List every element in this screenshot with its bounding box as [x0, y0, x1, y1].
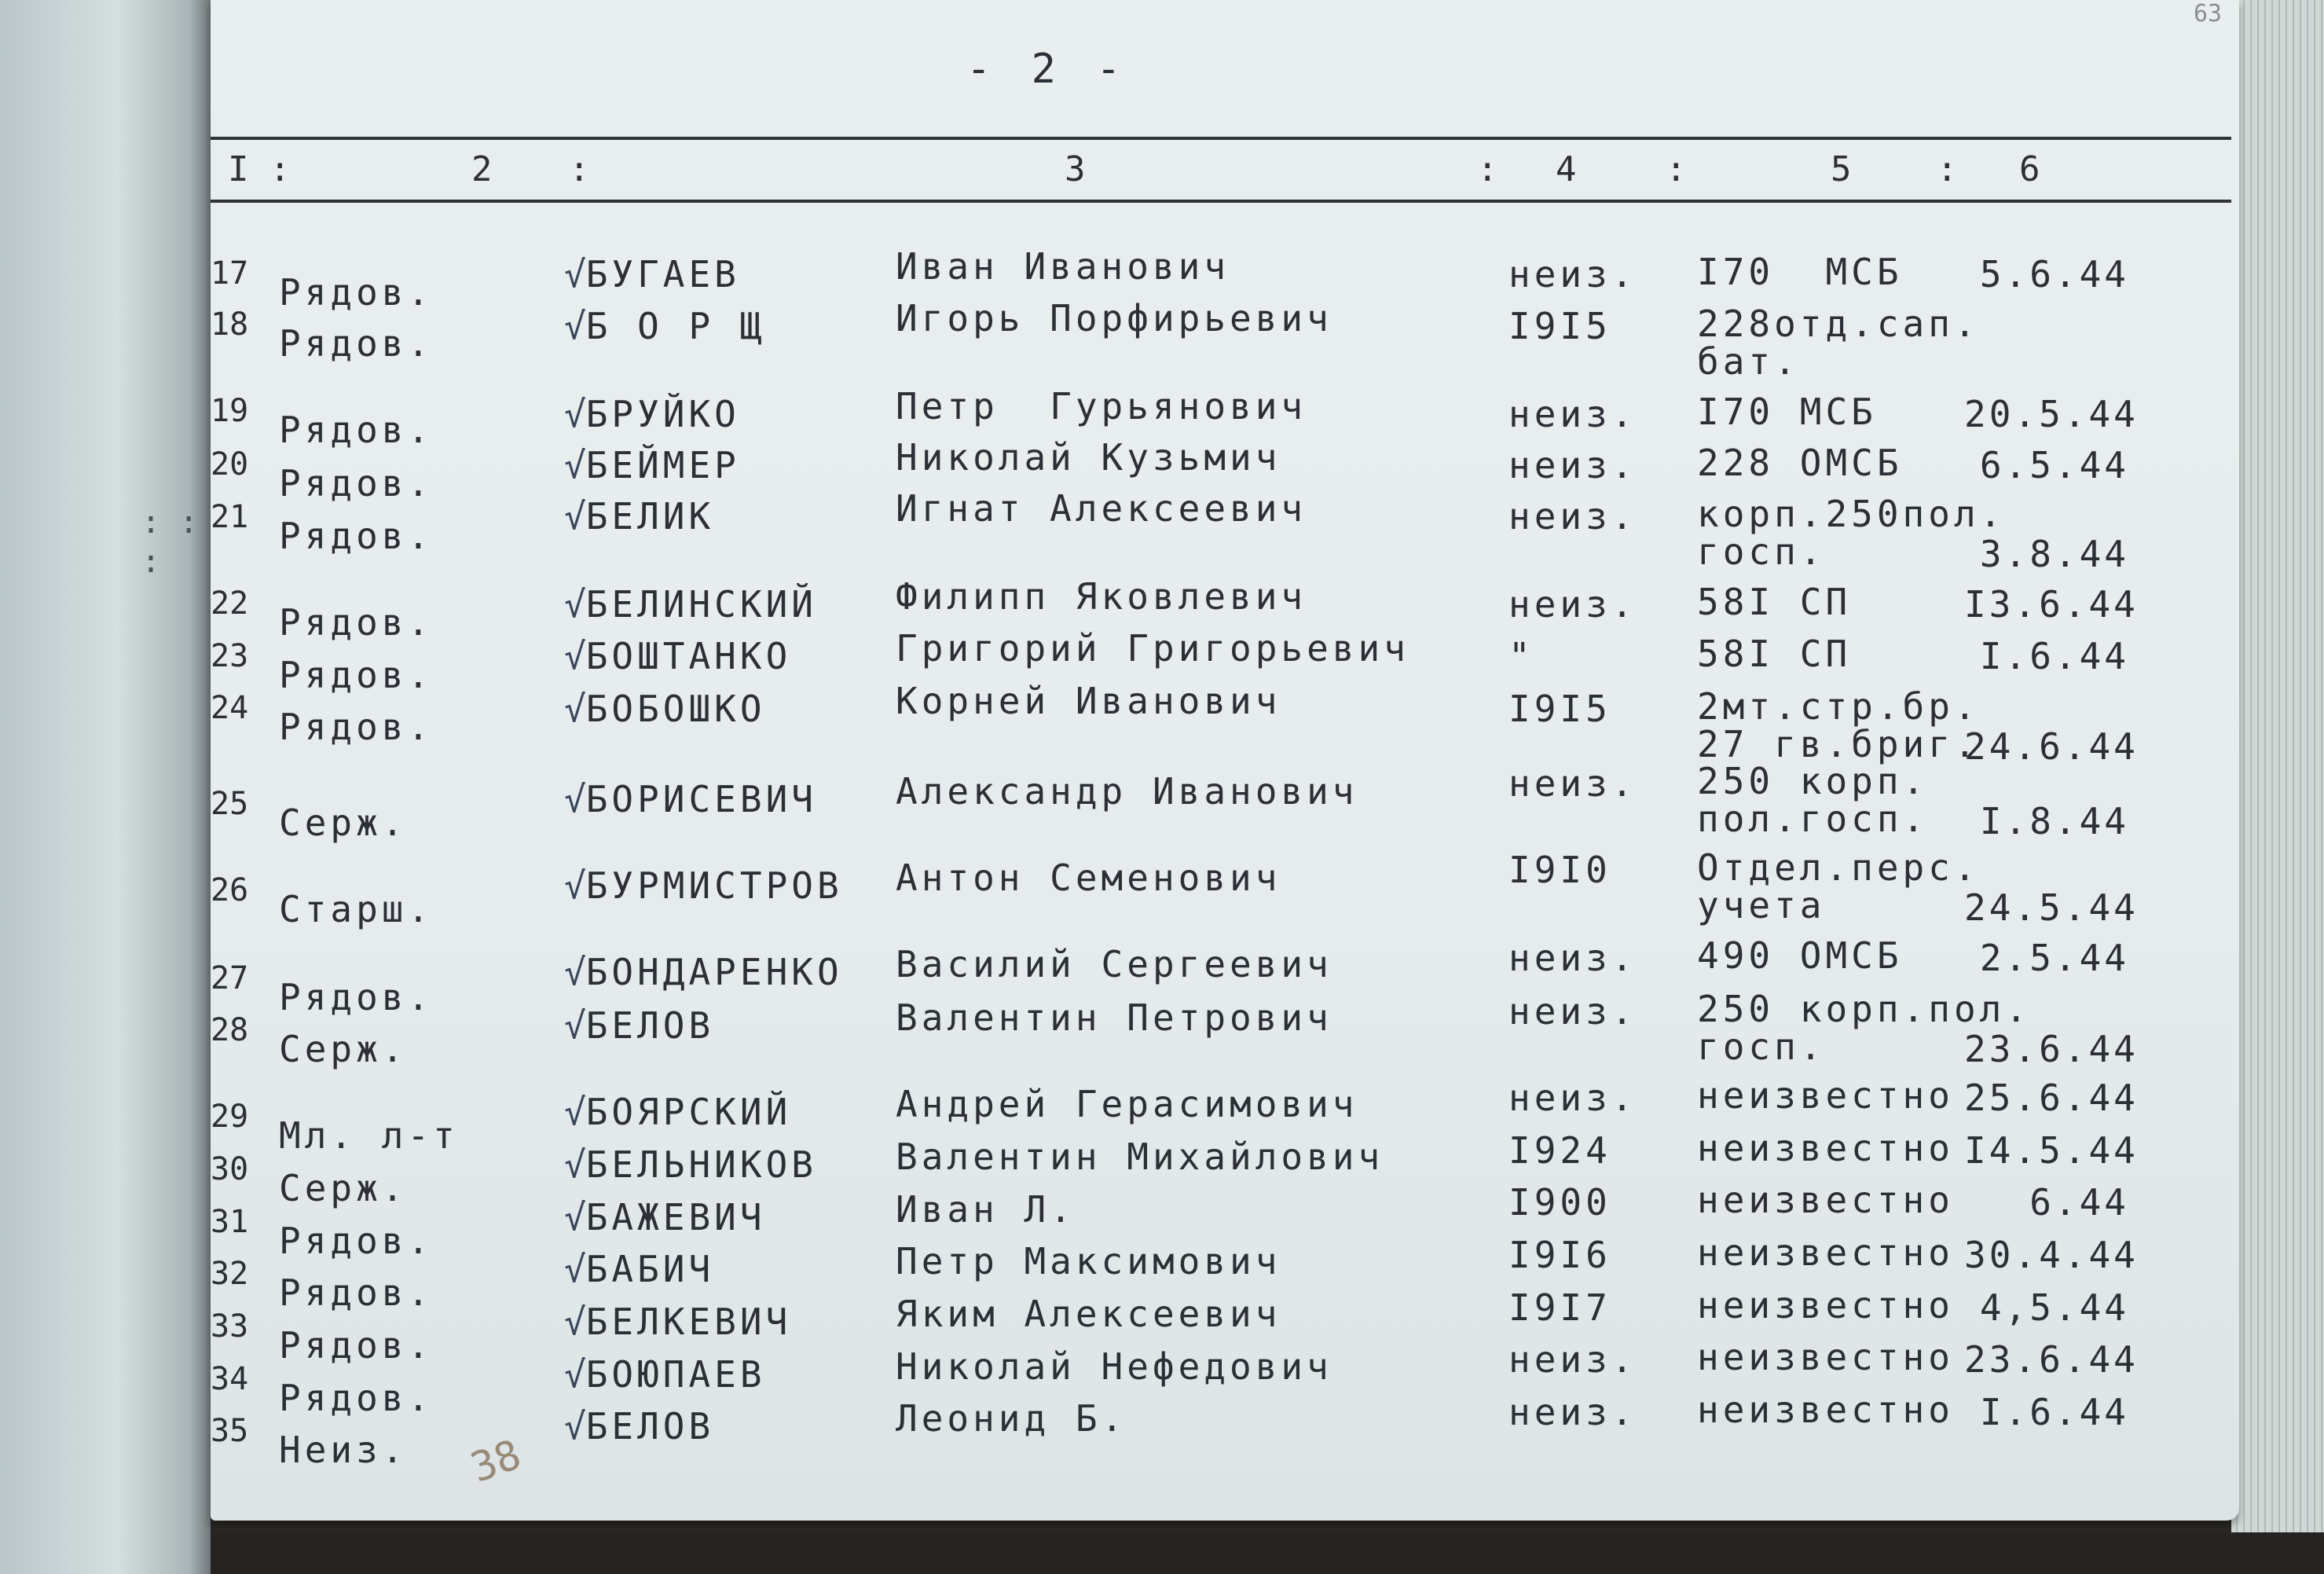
row-number: 25	[211, 786, 249, 822]
date-cell: 23.6.44	[1964, 1028, 2139, 1070]
checkmark-icon: √	[564, 444, 586, 486]
row-number: 20	[211, 446, 249, 482]
unit-cell: неизвестно	[1697, 1179, 1954, 1221]
header-rule-bottom	[211, 200, 2231, 203]
column-header-3: 3	[1065, 149, 1086, 189]
column-header-1: I :	[228, 149, 291, 189]
book-cover-edge	[211, 1532, 2324, 1574]
birth-year-cell: I924	[1508, 1129, 1611, 1172]
birth-year-cell: I9I5	[1508, 305, 1611, 347]
rank-cell: Рядов.	[279, 654, 434, 696]
birth-year-cell: I900	[1508, 1181, 1611, 1224]
birth-year-cell: неиз.	[1508, 762, 1637, 805]
surname-cell	[564, 951, 843, 993]
full-name-cell: Николай Кузьмич	[896, 436, 1281, 479]
birth-year-cell: I9I6	[1508, 1234, 1611, 1276]
unit-cell: неизвестно	[1697, 1336, 1954, 1378]
checkmark-icon: √	[564, 1091, 586, 1133]
date-cell: 24.5.44	[1964, 886, 2139, 929]
surname-cell	[564, 1004, 714, 1047]
checkmark-icon: √	[564, 1143, 586, 1186]
date-cell: I3.6.44	[1964, 583, 2139, 626]
checkmark-icon: √	[564, 688, 586, 730]
birth-year-cell: неиз.	[1508, 444, 1637, 486]
row-number: 33	[211, 1308, 249, 1345]
rank-cell: Старш.	[279, 888, 434, 930]
rank-cell: Мл. л-т	[279, 1114, 459, 1157]
surname-text: БОРИСЕВИЧ	[585, 778, 817, 820]
birth-year-cell: I9I0	[1508, 849, 1611, 891]
birth-year-cell: неиз.	[1508, 1391, 1637, 1433]
full-name-cell: Николай Нефедович	[896, 1345, 1332, 1388]
rank-cell: Серж.	[279, 802, 408, 844]
surname-cell	[564, 688, 766, 730]
unit-cell: корп.250пол. госп.	[1697, 493, 2006, 573]
rank-cell: Серж.	[279, 1028, 408, 1070]
birth-year-cell: неиз.	[1508, 990, 1637, 1033]
unit-cell: 228отд.сап. бат.	[1697, 303, 1980, 383]
rank-cell: Рядов.	[279, 1271, 434, 1314]
row-number: 21	[211, 499, 249, 535]
birth-year-cell: I9I7	[1508, 1286, 1611, 1329]
book-page-edges	[2231, 0, 2324, 1574]
row-number: 19	[211, 393, 249, 429]
column-separator: :	[1666, 149, 1687, 189]
surname-cell	[564, 444, 740, 486]
date-cell: 25.6.44	[1964, 1077, 2139, 1119]
surname-cell	[564, 583, 817, 626]
unit-cell: I70 МСБ	[1697, 391, 1877, 433]
surname-cell	[564, 1143, 817, 1186]
date-cell: 30.4.44	[1964, 1234, 2139, 1276]
date-cell: 24.6.44	[1964, 725, 2139, 768]
surname-text: БАЖЕВИЧ	[585, 1196, 766, 1238]
checkmark-icon: √	[564, 1196, 586, 1238]
rank-cell: Рядов.	[279, 515, 434, 557]
surname-text: БЕЛОВ	[585, 1004, 715, 1047]
surname-text: БАБИЧ	[585, 1248, 715, 1290]
birth-year-cell: I9I5	[1508, 688, 1611, 730]
column-separator: :	[569, 149, 590, 189]
row-number: 17	[211, 255, 249, 292]
unit-cell: 228 ОМСБ	[1697, 442, 1903, 484]
full-name-cell: Валентин Петрович	[896, 996, 1332, 1039]
checkmark-icon: √	[564, 864, 586, 907]
surname-text: БУРМИСТРОВ	[585, 864, 843, 907]
surname-cell	[564, 778, 817, 820]
rank-cell: Рядов.	[279, 271, 434, 314]
row-number: 18	[211, 306, 249, 343]
full-name-cell: Игорь Порфирьевич	[896, 297, 1332, 339]
checkmark-icon: √	[564, 778, 586, 820]
corner-page-mark: 63	[2194, 0, 2223, 28]
rank-cell: Рядов.	[279, 706, 434, 748]
birth-year-cell: неиз.	[1508, 1077, 1637, 1119]
surname-text: БУГАЕВ	[585, 253, 740, 295]
rank-cell: Рядов.	[279, 1324, 434, 1367]
birth-year-cell: неиз.	[1508, 393, 1637, 435]
rank-cell: Рядов.	[279, 462, 434, 504]
surname-text: БЕЛИНСКИЙ	[585, 583, 817, 626]
date-cell: 6.44	[2029, 1181, 2129, 1224]
surname-text: БОЯРСКИЙ	[585, 1091, 792, 1133]
rank-cell: Неиз.	[279, 1429, 408, 1471]
surname-text: БЕЛЬНИКОВ	[585, 1143, 817, 1186]
column-separator: :	[1937, 149, 1958, 189]
surname-cell	[564, 864, 843, 907]
checkmark-icon: √	[564, 583, 586, 626]
full-name-cell: Василий Сергеевич	[896, 943, 1332, 985]
rank-cell: Рядов.	[279, 322, 434, 365]
full-name-cell: Филипп Яковлевич	[896, 575, 1307, 618]
surname-cell	[564, 253, 740, 295]
rank-cell: Рядов.	[279, 601, 434, 644]
column-header-5: 5	[1831, 149, 1852, 189]
checkmark-icon: √	[564, 1405, 586, 1447]
unit-cell: неизвестно	[1697, 1284, 1954, 1326]
date-cell: I.6.44	[1979, 635, 2129, 677]
surname-text: БОНДАРЕНКО	[585, 951, 843, 993]
full-name-cell: Яким Алексеевич	[896, 1293, 1281, 1335]
surname-text: БЕЛКЕВИЧ	[585, 1301, 792, 1343]
birth-year-cell: "	[1508, 635, 1534, 677]
birth-year-cell: неиз.	[1508, 937, 1637, 979]
birth-year-cell: неиз.	[1508, 583, 1637, 626]
row-number: 34	[211, 1361, 249, 1397]
full-name-cell: Валентин Михайлович	[896, 1136, 1384, 1178]
surname-cell	[564, 1248, 714, 1290]
row-number: 22	[211, 585, 249, 622]
full-name-cell: Григорий Григорьевич	[896, 627, 1409, 670]
date-cell: 6.5.44	[1979, 444, 2129, 486]
full-name-cell: Петр Максимович	[896, 1240, 1281, 1282]
full-name-cell: Игнат Алексеевич	[896, 487, 1307, 530]
unit-cell: Отдел.перс. учета	[1697, 846, 1980, 926]
date-cell: I4.5.44	[1964, 1129, 2139, 1172]
full-name-cell: Андрей Герасимович	[896, 1083, 1358, 1125]
date-cell: 23.6.44	[1964, 1338, 2139, 1381]
birth-year-cell: неиз.	[1508, 495, 1637, 538]
full-name-cell: Петр Гурьянович	[896, 385, 1307, 427]
row-number: 29	[211, 1099, 249, 1135]
pencil-note: 38	[464, 1431, 527, 1492]
facing-page	[0, 0, 211, 1574]
full-name-cell: Иван Иванович	[896, 245, 1230, 288]
row-number: 27	[211, 960, 249, 996]
row-number: 26	[211, 872, 249, 908]
surname-cell	[564, 495, 714, 538]
surname-cell	[564, 1353, 766, 1396]
unit-cell: 2мт.стр.бр. 27 гв.бриг.	[1697, 685, 1980, 765]
surname-cell	[564, 1405, 714, 1447]
surname-text: БЕЙМЕР	[585, 444, 740, 486]
full-name-cell: Иван Л.	[896, 1188, 1076, 1231]
unit-cell: неизвестно	[1697, 1074, 1954, 1117]
row-number: 31	[211, 1204, 249, 1240]
date-cell: 20.5.44	[1964, 393, 2139, 435]
row-number: 32	[211, 1256, 249, 1292]
checkmark-icon: √	[564, 495, 586, 538]
row-number: 24	[211, 690, 249, 726]
column-header-2: 2	[471, 149, 493, 189]
full-name-cell: Корней Иванович	[896, 680, 1281, 722]
row-number: 23	[211, 638, 249, 674]
full-name-cell: Леонид Б.	[896, 1397, 1127, 1440]
rank-cell: Рядов.	[279, 976, 434, 1018]
unit-cell: I70 МСБ	[1697, 251, 1903, 293]
surname-cell	[564, 1091, 791, 1133]
surname-text: БЕЛОВ	[585, 1405, 715, 1447]
rank-cell: Рядов.	[279, 409, 434, 451]
date-cell: 3.8.44	[1979, 533, 2129, 575]
unit-cell: 58I СП	[1697, 581, 1852, 623]
surname-cell	[564, 1301, 791, 1343]
surname-text: БОЮПАЕВ	[585, 1353, 766, 1396]
column-header-4: 4	[1556, 149, 1577, 189]
birth-year-cell: неиз.	[1508, 253, 1637, 295]
unit-cell: 58I СП	[1697, 633, 1852, 675]
rank-cell: Серж.	[279, 1167, 408, 1209]
surname-cell	[564, 1196, 766, 1238]
row-number: 35	[211, 1413, 249, 1449]
date-cell: 5.6.44	[1979, 253, 2129, 295]
checkmark-icon: √	[564, 1004, 586, 1047]
checkmark-icon: √	[564, 1248, 586, 1290]
unit-cell: 250 корп. пол.госп.	[1697, 760, 1929, 840]
unit-cell: неизвестно	[1697, 1389, 1954, 1431]
full-name-cell: Александр Иванович	[896, 770, 1358, 813]
date-cell: I.6.44	[1979, 1391, 2129, 1433]
row-number: 28	[211, 1012, 249, 1048]
checkmark-icon: √	[564, 253, 586, 295]
surname-text: БРУЙКО	[585, 393, 740, 435]
header-rule-top	[211, 137, 2231, 140]
surname-text: БОБОШКО	[585, 688, 766, 730]
surname-text: БОШТАНКО	[585, 635, 792, 677]
checkmark-icon: √	[564, 1353, 586, 1396]
surname-text: БЕЛИК	[585, 495, 715, 538]
birth-year-cell: неиз.	[1508, 1338, 1637, 1381]
surname-cell	[564, 635, 791, 677]
checkmark-icon: √	[564, 305, 586, 347]
surname-cell	[564, 393, 740, 435]
full-name-cell: Антон Семенович	[896, 857, 1281, 899]
facing-page-marks: : : :	[141, 504, 199, 580]
rank-cell: Рядов.	[279, 1377, 434, 1419]
unit-cell: 250 корп.пол. госп.	[1697, 988, 2032, 1068]
checkmark-icon: √	[564, 1301, 586, 1343]
date-cell: I.8.44	[1979, 800, 2129, 842]
rank-cell: Рядов.	[279, 1220, 434, 1262]
checkmark-icon: √	[564, 393, 586, 435]
page-number: - 2 -	[966, 46, 1129, 93]
unit-cell: неизвестно	[1697, 1231, 1954, 1274]
row-number: 30	[211, 1151, 249, 1187]
surname-cell	[564, 305, 766, 347]
unit-cell: неизвестно	[1697, 1127, 1954, 1169]
date-cell: 4,5.44	[1979, 1286, 2129, 1329]
unit-cell: 490 ОМСБ	[1697, 934, 1903, 977]
surname-text: Б О Р Щ	[585, 305, 766, 347]
date-cell: 2.5.44	[1979, 937, 2129, 979]
checkmark-icon: √	[564, 951, 586, 993]
checkmark-icon: √	[564, 635, 586, 677]
column-separator: :	[1477, 149, 1498, 189]
column-header-6: 6	[2019, 149, 2040, 189]
